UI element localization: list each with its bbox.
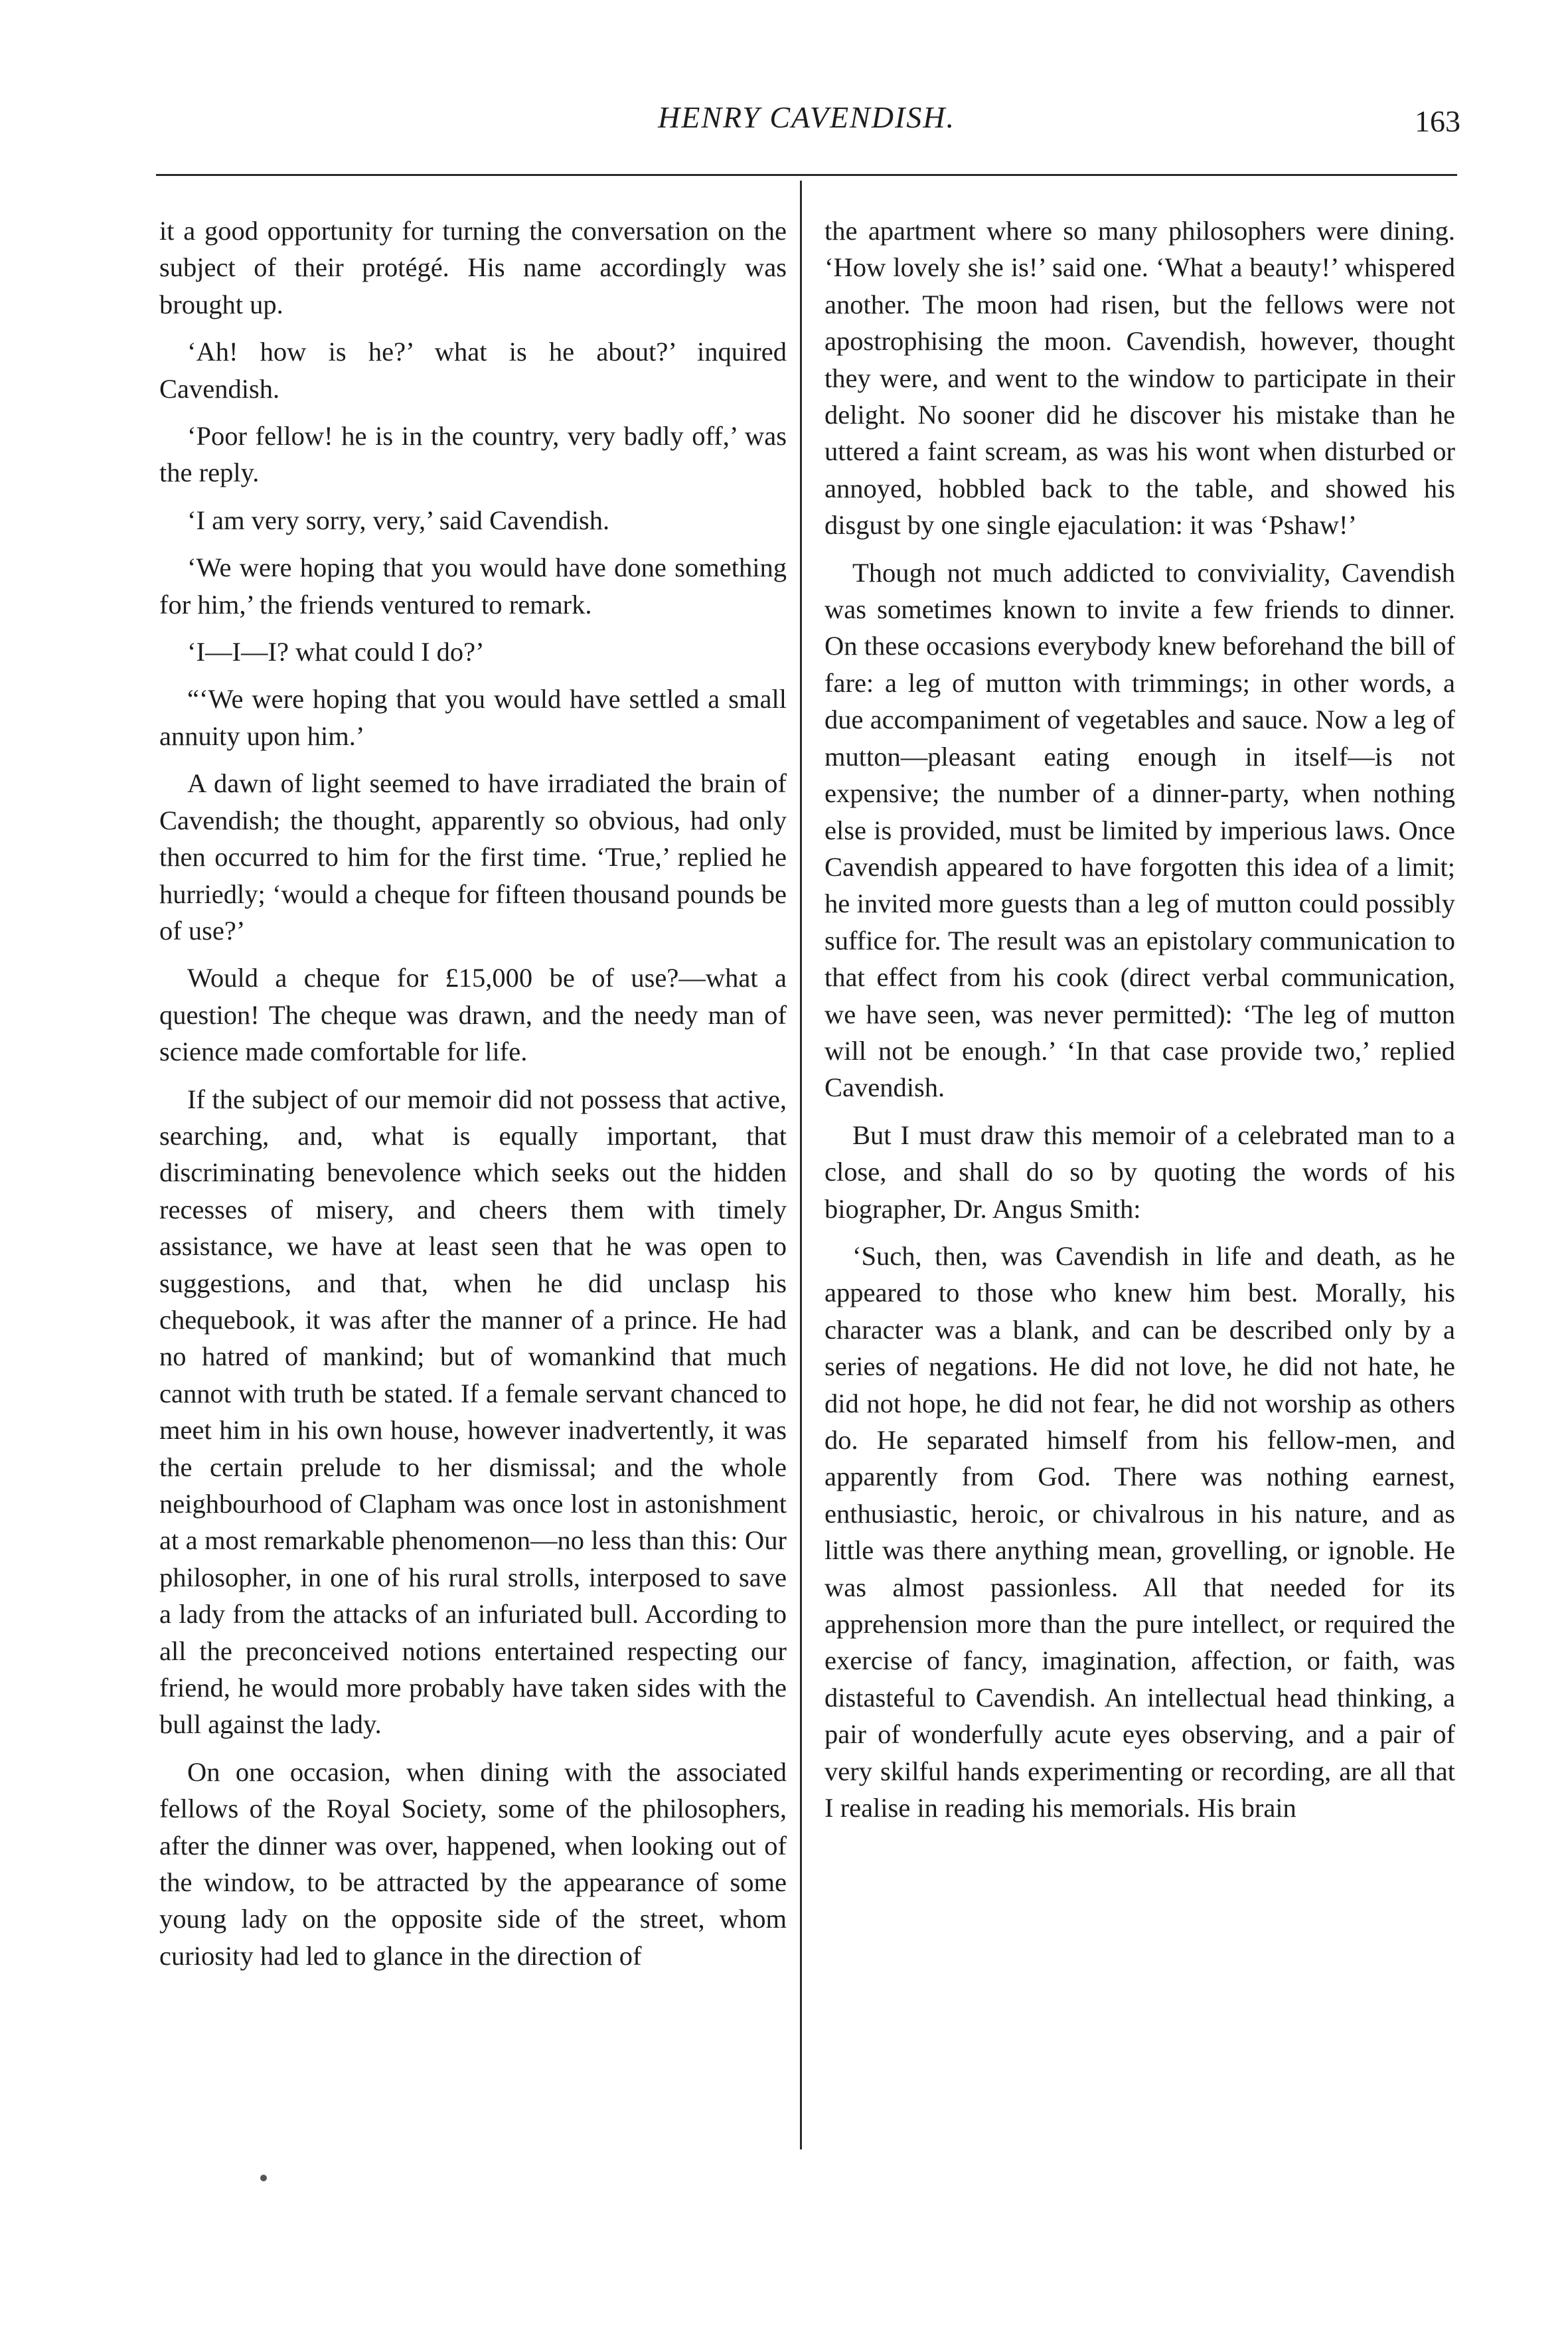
- paragraph: Would a cheque for £15,000 be of use?—what a question! The cheque was drawn, and the needy man of science made comfortable for life.: [159, 963, 787, 1067]
- paragraph: If the subject of our memoir did not possess that active, searching, and, what is equally important, that discriminating benevolence which seeks out the hidden recesses of misery, and cheers them with timely assistance, we have at least seen that he was open to suggestions, and that, when he did unclasp his chequebook, it was after the manner of a prince. He had no hatred of mankind; but of womankind that much cannot with truth be stated. If a female servant chanced to meet him in his own house, however inadvertently, it was the certain prelude to her dismissal; and the whole neighbourhood of Clapham was once lost in astonishment at a most remarkable phenomenon—no less than this: Our philosopher, in one of his rural strolls, interposed to save a lady from the attacks of an infuriated bull. According to all the preconceived notions entertained respecting our friend, he would more probably have taken sides with the bull against the lady.: [159, 1084, 787, 1740]
- page-header: [153, 100, 1460, 153]
- paragraph: ‘We were hoping that you would have done something for him,’ the friends ventured to remark.: [159, 552, 787, 620]
- paragraph: Though not much addicted to conviviality, Cavendish was sometimes known to invite a few friends to dinner. On these occasions everybody knew beforehand the bill of fare: a leg of mutton with trimmings; in other words, a due accompaniment of vegetables and sauce. Now a leg of mutton—pleasant eating enough in itself—is not expensive; the number of a dinner-party, when nothing else is provided, must be limited by imperious laws. Once Cavendish appeared to have forgotten this idea of a limit; he invited more guests than a leg of mutton could possibly suffice for. The result was an epistolary communication to that effect from his cook (direct verbal communication, we have seen, was never permitted): ‘The leg of mutton will not be enough.’ ‘In that case provide two,’ replied Cavendish.: [824, 557, 1455, 1103]
- header-rule: [156, 174, 1457, 176]
- paragraph: But I must draw this memoir of a celebrated man to a close, and shall do so by quoting the words of his biographer, Dr. Angus Smith:: [824, 1120, 1455, 1224]
- right-column: [824, 212, 1455, 1837]
- paragraph: ‘Ah! how is he?’ what is he about?’ inquired Cavendish.: [159, 337, 787, 404]
- paragraph: “‘We were hoping that you would have settled a small annuity upon him.’: [159, 684, 787, 751]
- paragraph: ‘I am very sorry, very,’ said Cavendish.: [187, 505, 610, 535]
- paragraph: ‘Poor fellow! he is in the country, very badly off,’ was the reply.: [159, 421, 787, 488]
- paragraph: the apartment where so many philosophers were dining. ‘How lovely she is!’ said one. ‘What a beauty!’ whispered another. The moon had risen, but the fellows were not apostrophising the moon. Cavendish, however, thought they were, and went to the window to participate in their delight. No sooner did he discover his mistake than he uttered a faint scream, as was his wont when disturbed or annoyed, hobbled back to the table, and showed his disgust by one single ejaculation: it was ‘Pshaw!’: [824, 216, 1455, 541]
- paragraph: On one occasion, when dining with the associated fellows of the Royal Society, some of the philosophers, after the dinner was over, happened, when looking out of the window, to be attracted by the appearance of some young lady on the opposite side of the street, whom curiosity had led to glance in the direction of: [159, 1756, 787, 1971]
- left-column: [159, 212, 787, 1985]
- ink-dot: [260, 2175, 267, 2181]
- column-divider: [800, 181, 802, 2149]
- paragraph: it a good opportunity for turning the conversation on the subject of their protégé. His name accordingly was brought up.: [159, 216, 787, 319]
- page-number: 163: [1415, 104, 1460, 138]
- paragraph: ‘Such, then, was Cavendish in life and death, as he appeared to those who knew him best. Morally, his character was a blank, and can be described only by a series of negations. He did not love, he did not hate, he did not hope, he did not fear, he did not worship as others do. He separated himself from his fellow-men, and apparently from God. There was nothing earnest, enthusiastic, heroic, or chivalrous in his nature, and as little was there anything mean, grovelling, or ignoble. He was almost passionless. All that needed for its apprehension more than the pure intellect, or required the exercise of fancy, imagination, affection, or faith, was distasteful to Cavendish. An intellectual head thinking, a pair of wonderfully acute eyes observing, and a pair of very skilful hands experimenting or recording, are all that I realise in reading his memorials. His brain: [824, 1240, 1455, 1823]
- paragraph: ‘I—I—I? what could I do?’: [187, 637, 485, 667]
- running-head: HENRY CAVENDISH.: [658, 100, 955, 134]
- paragraph: A dawn of light seemed to have irradiated the brain of Cavendish; the thought, apparently so obvious, had only then occurred to him for the first time. ‘True,’ replied he hurriedly; ‘would a cheque for fifteen thousand pounds be of use?’: [159, 768, 787, 946]
